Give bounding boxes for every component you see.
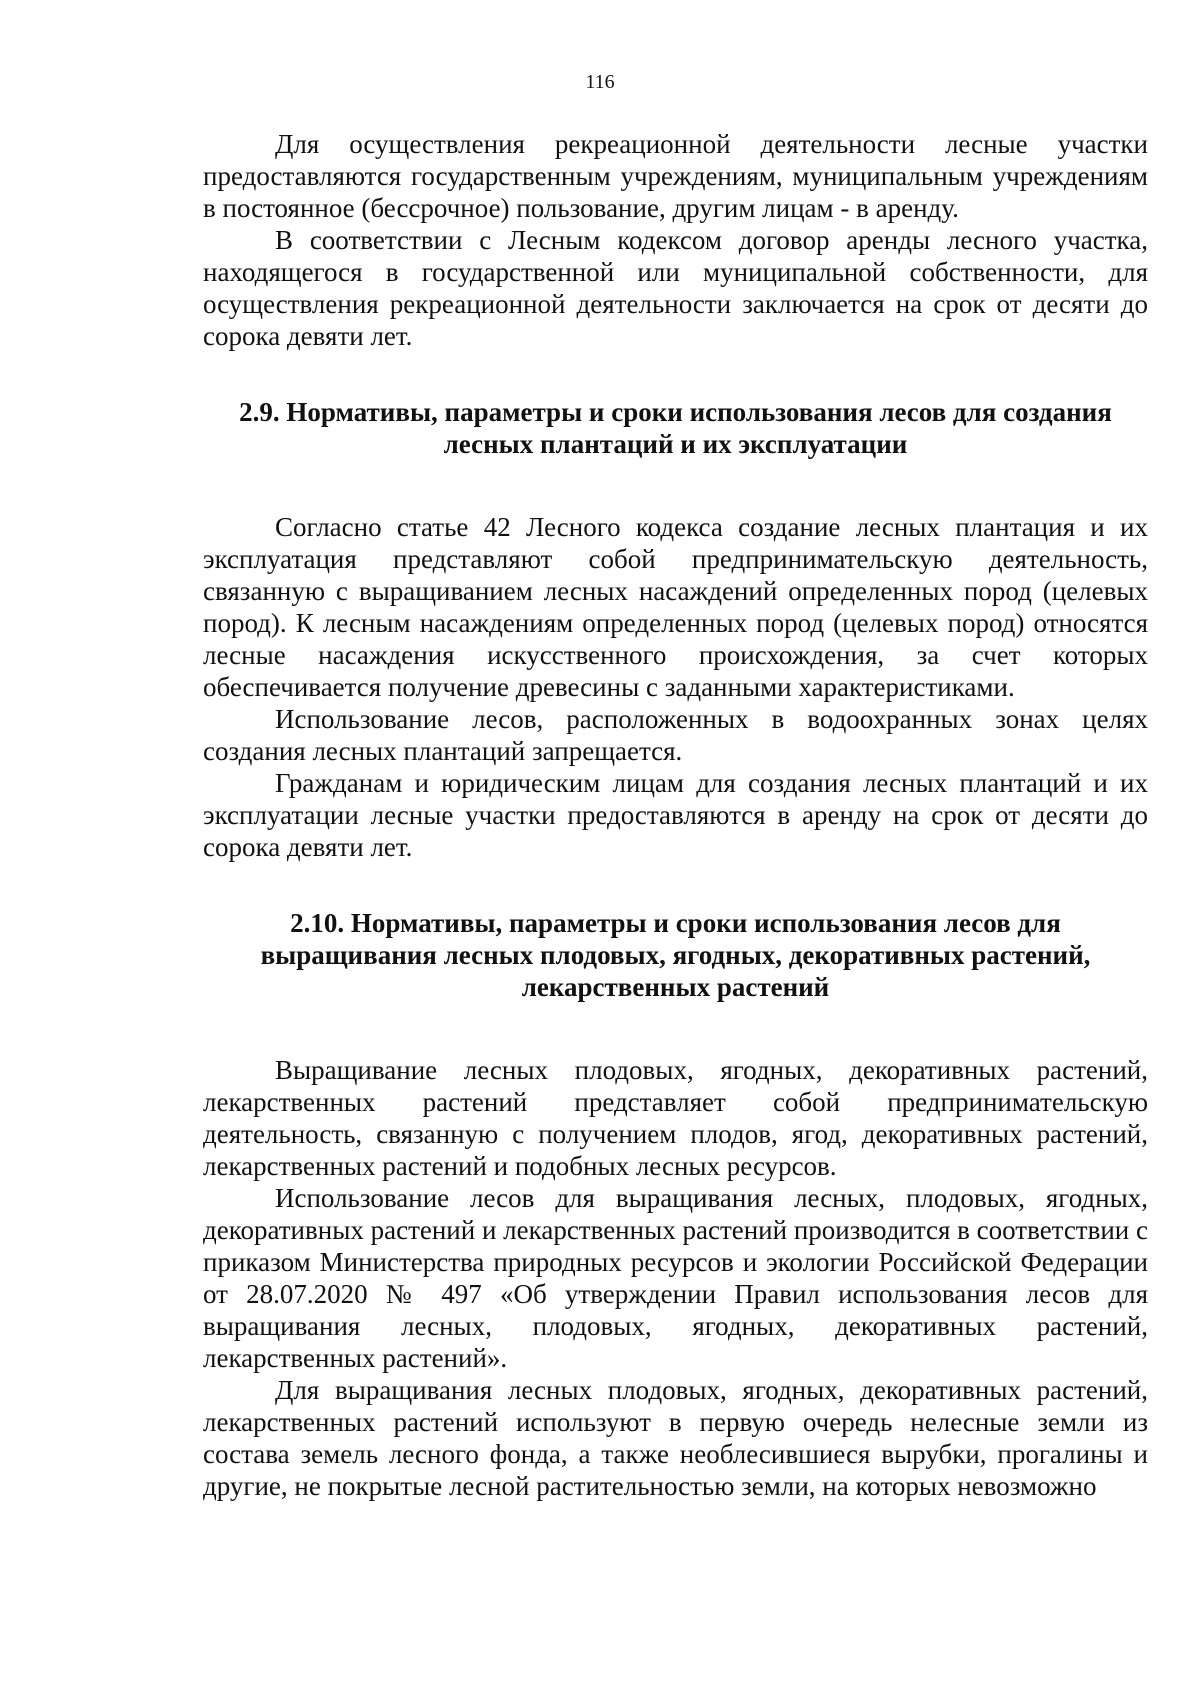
paragraph-plantations-water-zones: Использование лесов, расположенных в водоохранных зонах целях создания лесных плантаций запрещается. bbox=[203, 704, 1148, 766]
paragraph-plantations-article-42: Согласно статье 42 Лесного кодекса создание лесных плантация и их эксплуатация представляют собой предпринимательскую деятельность, связанную с выращиванием лесных насаждений определенных пород (целевых пород). К лесным насаждениям определенных пород (целевых пород) относятся лесные насаждения искусственного происхождения, за счет которых обеспечивается получение древесины с заданными характеристиками. bbox=[203, 512, 1148, 702]
page-content bbox=[203, 128, 1148, 1502]
section-heading-2-9: 2.9. Нормативы, параметры и сроки использования лесов для создания лесных плантаций и их эксплуатации bbox=[239, 397, 1112, 459]
paragraph-recreation-lease-term: В соответствии с Лесным кодексом договор аренды лесного участка, находящегося в государственной или муниципальной собственности, для осуществления рекреационной деятельности заключается на срок от десяти до сорока девяти лет. bbox=[203, 225, 1148, 351]
paragraph-cultivation-order: Использование лесов для выращивания лесных, плодовых, ягодных, декоративных растений и лекарственных растений производится в соответствии с приказом Министерства природных ресурсов и экологии Российской Федерации от 28.07.2020 № 497 «Об утверждении Правил использования лесов для выращивания лесных, плодовых, ягодных, декоративных растений, лекарственных растений». bbox=[203, 1183, 1148, 1373]
page-number: 116 bbox=[585, 71, 615, 93]
paragraph-cultivation-lands: Для выращивания лесных плодовых, ягодных, декоративных растений, лекарственных растений используют в первую очередь нелесные земли из состава земель лесного фонда, а также необлесившиеся вырубки, прогалины и другие, не покрытые лесной растительностью земли, на которых невозможно bbox=[203, 1375, 1148, 1501]
paragraph-cultivation-definition: Выращивание лесных плодовых, ягодных, декоративных растений, лекарственных растений представляет собой предпринимательскую деятельность, связанную с получением плодов, ягод, декоративных растений, лекарственных растений и подобных лесных ресурсов. bbox=[203, 1055, 1148, 1181]
section-heading-2-10: 2.10. Нормативы, параметры и сроки использования лесов для выращивания лесных плодовых, ягодных, декоративных растений, лекарственных растений bbox=[260, 908, 1091, 1002]
paragraph-recreation-provision: Для осуществления рекреационной деятельности лесные участки предоставляются государственным учреждениям, муниципальным учреждениям в постоянное (бессрочное) пользование, другим лицам - в аренду. bbox=[203, 129, 1148, 223]
paragraph-plantations-lease-term: Гражданам и юридическим лицам для создания лесных плантаций и их эксплуатации лесные участки предоставляются в аренду на срок от десяти до сорока девяти лет. bbox=[203, 768, 1148, 862]
